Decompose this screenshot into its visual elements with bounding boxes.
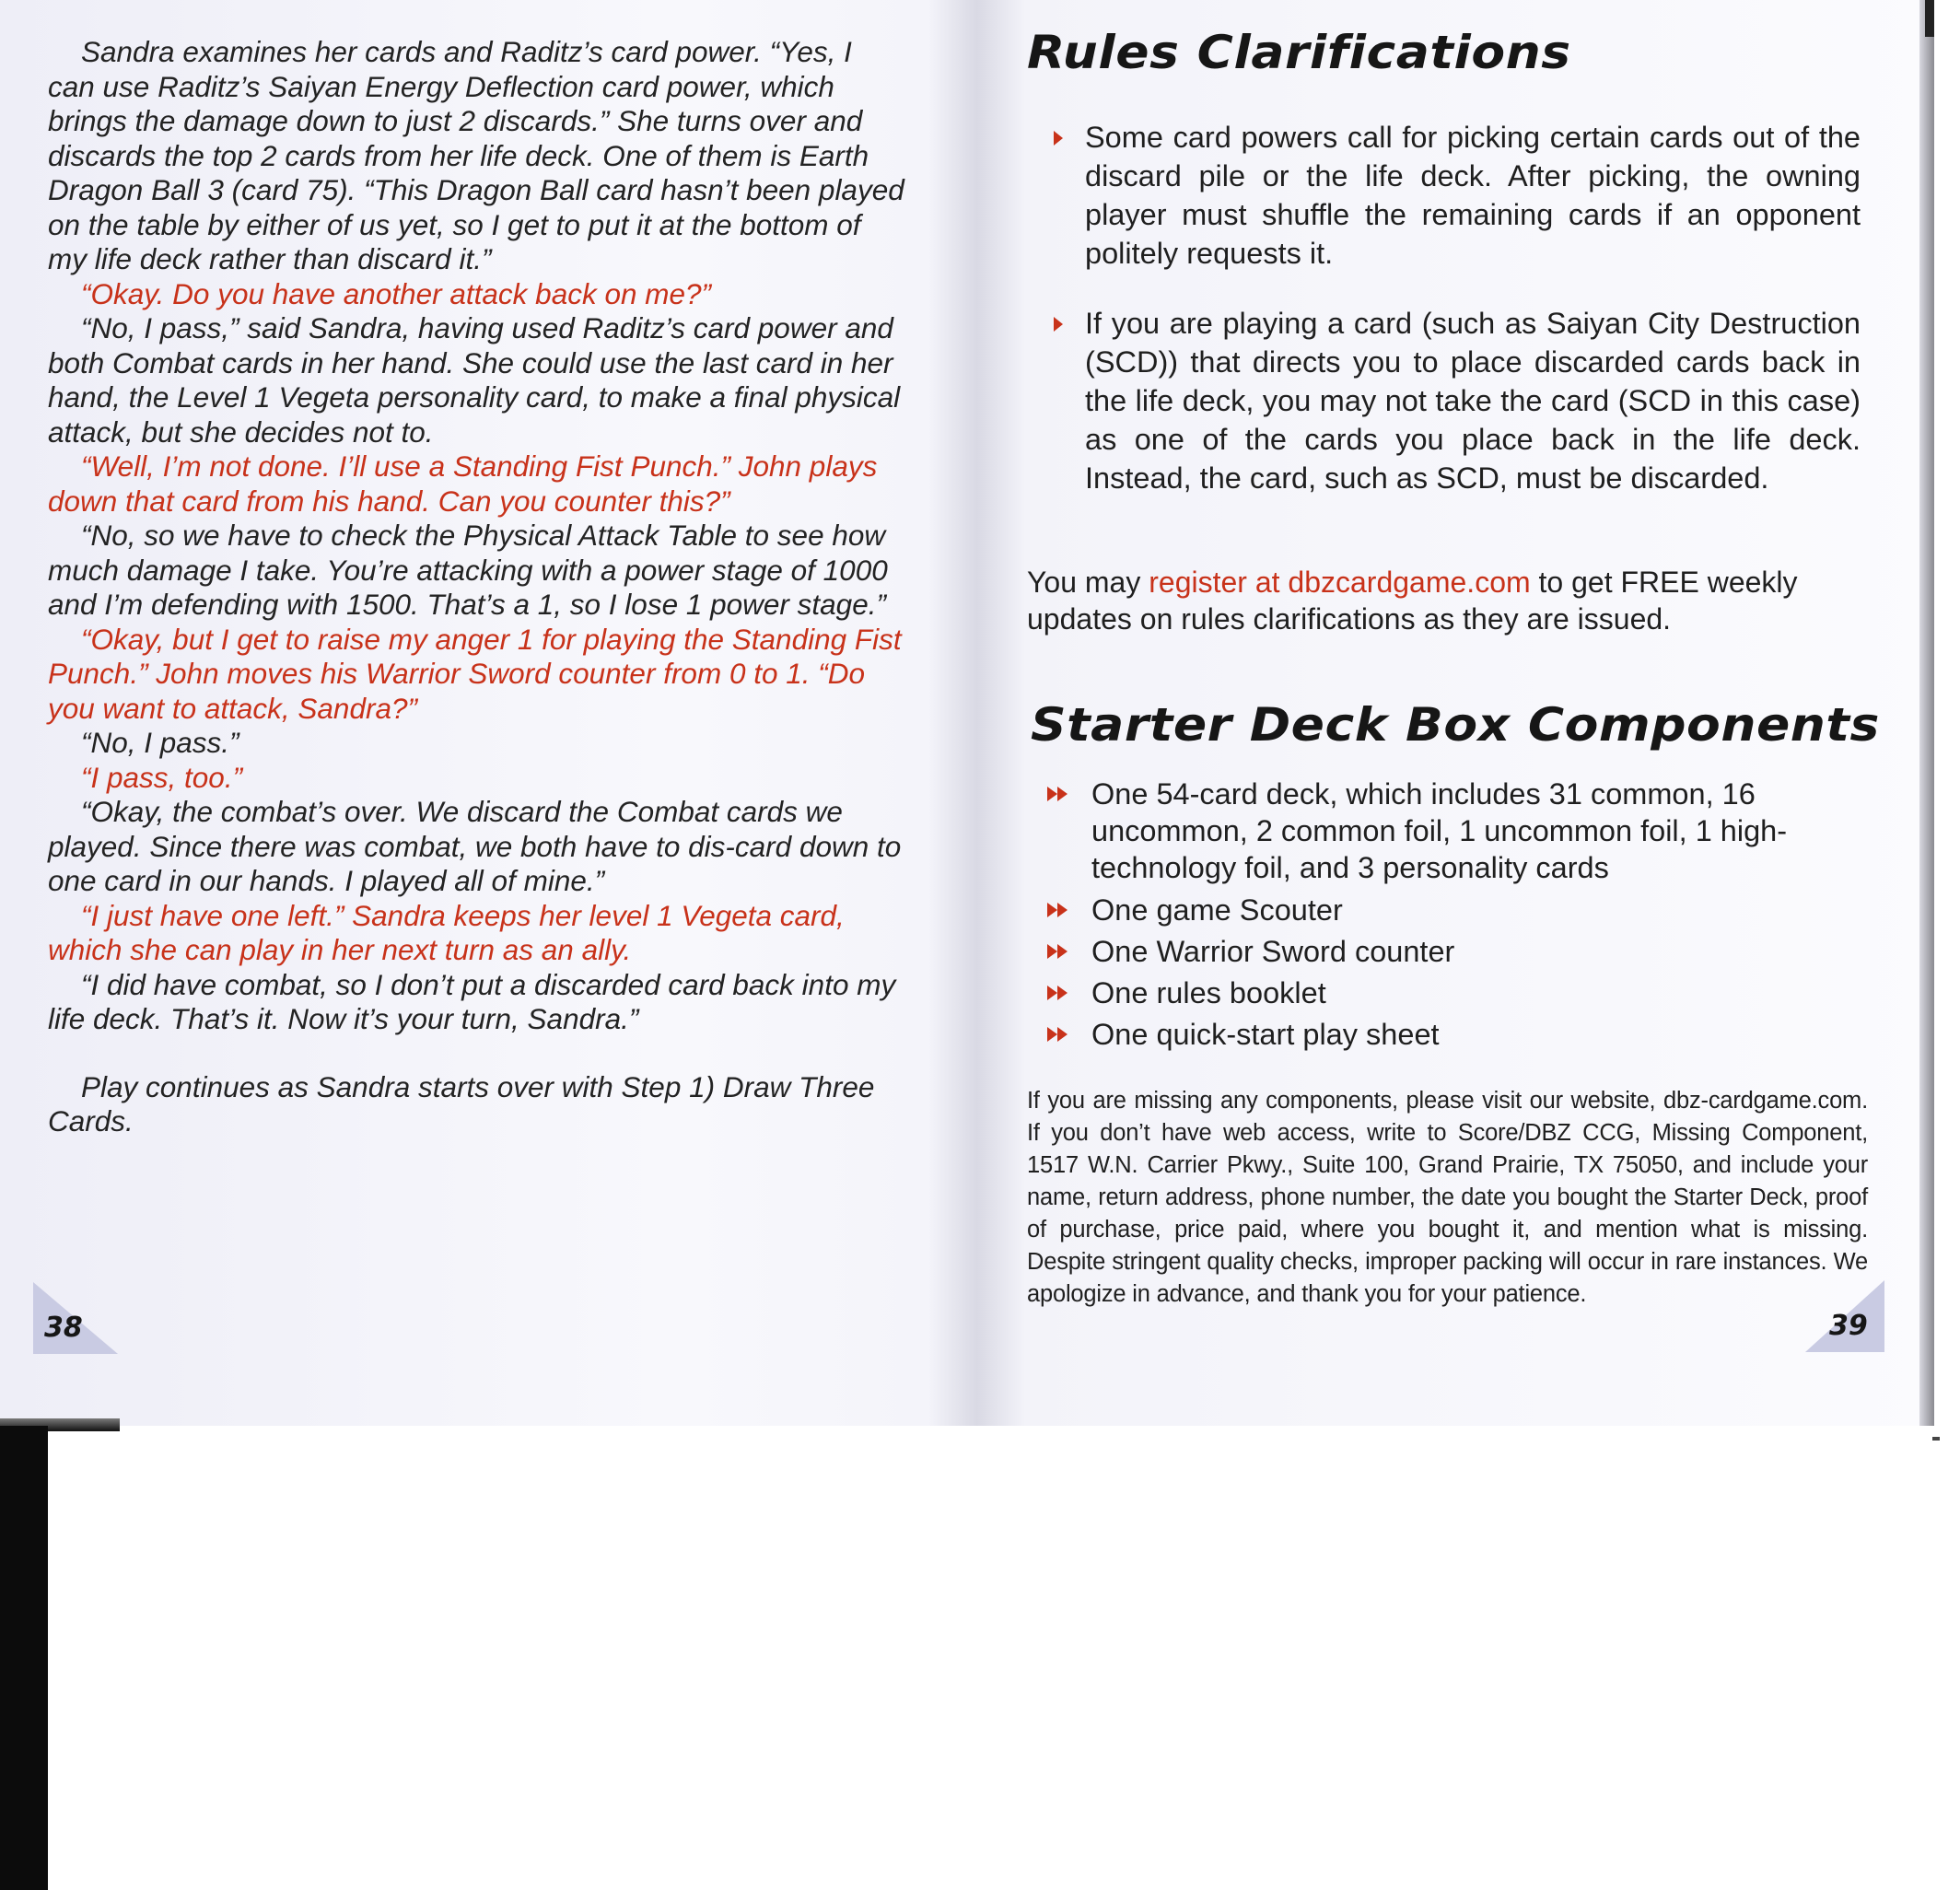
narrative-paragraph: Play continues as Sandra starts over with Step 1) Draw Three Cards. xyxy=(48,1069,875,1138)
component-text: One game Scouter xyxy=(1091,893,1343,927)
rules-clarifications-heading: Rules Clarifications xyxy=(1027,26,1571,79)
narrative-paragraph: “I did have combat, so I don’t put a discarded card back into my life deck. That’s it. Now it’s your turn, Sandra.” xyxy=(48,967,896,1035)
component-text: One quick-start play sheet xyxy=(1091,1018,1440,1051)
component-text: One 54-card deck, which includes 31 common, 16 uncommon, 2 common foil, 1 uncommon foil, 1 high-technology foil, and 3 personality cards xyxy=(1091,777,1788,884)
register-link[interactable]: register at dbzcardgame.com xyxy=(1149,566,1531,599)
narrative-paragraph-john: “Okay. Do you have another attack back on me?” xyxy=(81,276,712,310)
double-arrow-icon xyxy=(1047,903,1073,917)
narrative-paragraph-john: “I pass, too.” xyxy=(81,760,243,794)
rule-item xyxy=(1041,118,1861,273)
starter-deck-heading: Starter Deck Box Components xyxy=(1031,698,1880,752)
bullet-arrow-icon xyxy=(1054,131,1063,146)
scan-speck xyxy=(1932,1437,1940,1441)
rule-text: If you are playing a card (such as Saiyan City Destruction (SCD)) that directs you to place discarded cards back in the life deck, you may not take the card (SCD in this case) as one of the cards you place back in the life deck. Instead, the card, such as SCD, must be discarded. xyxy=(1085,307,1861,495)
narrative-paragraph: “No, so we have to check the Physical Attack Table to see how much damage I take. You’re attacking with a power stage of 1000 and I’m defending with 1500. That’s a 1, so I lose 1 power stage.” xyxy=(48,519,888,621)
narrative-paragraph-john: “Well, I’m not done. I’ll use a Standing Fist Punch.” John plays down that card from his hand. Can you counter this?” xyxy=(48,449,878,518)
bullet-arrow-icon xyxy=(1054,317,1063,332)
narrative-paragraph: “Okay, the combat’s over. We discard the Combat cards we played. Since there was combat, we both have to dis-card down to one card in our hands. I played all of mine.” xyxy=(48,795,902,897)
rule-text: Some card powers call for picking certain cards out of the discard pile or the life deck. After picking, the owning player must shuffle the remaining cards if an opponent politely requests it. xyxy=(1085,121,1861,270)
narrative-paragraph: Sandra examines her cards and Raditz’s card power. “Yes, I can use Raditz’s Saiyan Energy Deflection card power, which brings the damage down to just 2 discards.” She turns over and discards the top 2 cards from her life deck. One of them is Earth Dragon Ball 3 (card 75). “This Dragon Ball card hasn’t been played on the table by either of us yet, so I get to put it at the bottom of my life deck rather than discard it.” xyxy=(48,35,904,275)
narrative-paragraph: “No, I pass,” said Sandra, having used Raditz’s card power and both Combat cards in her hand. She could use the last card in her hand, the Level 1 Vegeta personality card, to make a final physical attack, but she decides not to. xyxy=(48,311,901,449)
double-arrow-icon xyxy=(1047,787,1073,801)
component-item xyxy=(1044,1016,1902,1053)
register-note xyxy=(1027,564,1856,637)
page-edge-corner xyxy=(1925,0,1934,37)
page-number-right: 39 xyxy=(1829,1310,1868,1342)
narrative-paragraph-john: “Okay, but I get to raise my anger 1 for playing the Standing Fist Punch.” John moves his Warrior Sword counter from 0 to 1. “Do you want to attack, Sandra?” xyxy=(48,622,902,725)
double-arrow-icon xyxy=(1047,1027,1073,1042)
double-arrow-icon xyxy=(1047,986,1073,1000)
component-text: One Warrior Sword counter xyxy=(1091,935,1455,968)
component-item xyxy=(1044,933,1902,970)
paragraph-gap xyxy=(48,1037,904,1070)
scan-black-border xyxy=(0,1426,48,1890)
component-item xyxy=(1044,776,1902,886)
register-prefix: You may xyxy=(1027,566,1149,599)
register-suffix: to get FREE weekly updates on rules clarifications as they are issued. xyxy=(1027,566,1798,636)
component-item xyxy=(1044,974,1902,1011)
narrative-paragraph-john: “I just have one left.” Sandra keeps her level 1 Vegeta card, which she can play in her next turn as an ally. xyxy=(48,898,845,966)
rule-item xyxy=(1041,304,1861,497)
page-number-left: 38 xyxy=(44,1312,83,1344)
page-edge-shadow xyxy=(1919,0,1934,1426)
component-text: One rules booklet xyxy=(1091,976,1326,1009)
left-page-narrative xyxy=(48,35,904,1139)
missing-components-notice: If you are missing any components, please visit our website, dbz-cardgame.com. If you don’t have web access, write to Score/DBZ CCG, Missing Component, 1517 W.N. Carrier Pkwy., Suite 100, Grand Prairie, TX 75050, and include your name, return address, phone number, the date you bought the Starter Deck, proof of purchase, price paid, where you bought it, and mention what is missing. Despite stringent quality checks, improper packing will occur in rare instances. We apologize in advance, and thank you for your patience. xyxy=(1027,1088,1868,1307)
double-arrow-icon xyxy=(1047,944,1073,959)
narrative-paragraph: “No, I pass.” xyxy=(81,726,239,759)
component-item xyxy=(1044,892,1902,928)
